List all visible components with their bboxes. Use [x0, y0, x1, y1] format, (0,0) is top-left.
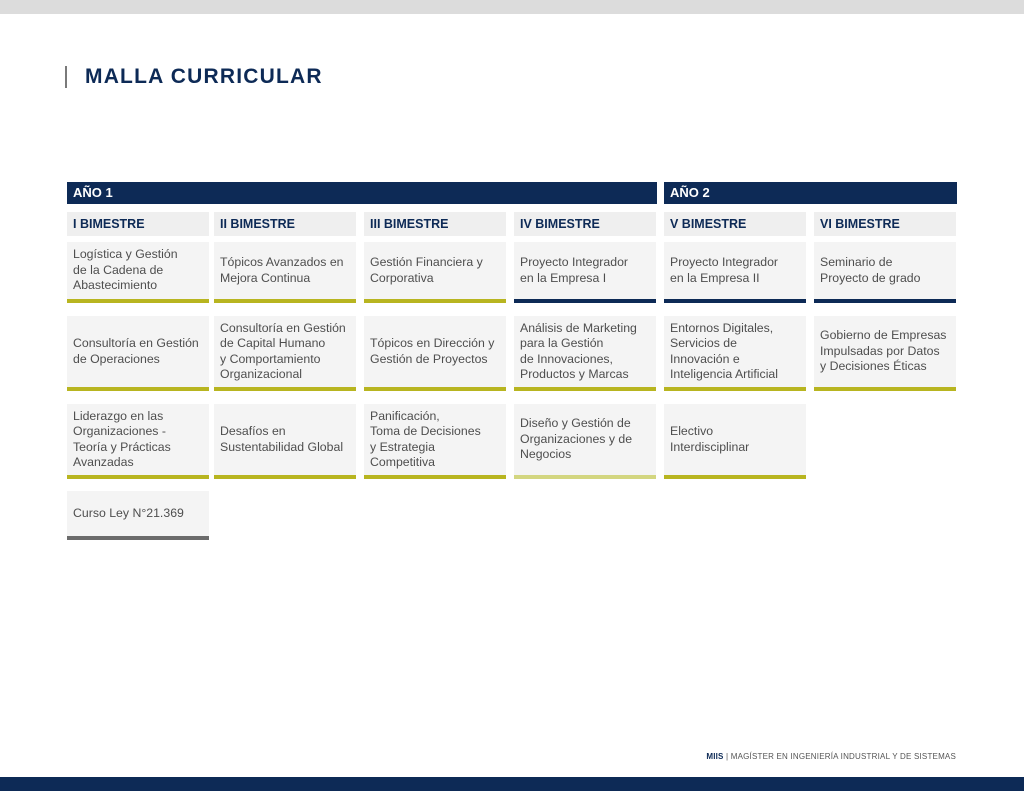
bimestre-6-header: VI BIMESTRE	[814, 212, 956, 236]
footer-brand: MIIS	[706, 752, 724, 761]
course-cell	[364, 242, 506, 303]
course-cell	[514, 242, 656, 303]
bimestre-1-header: I BIMESTRE	[67, 212, 209, 236]
course-cell	[364, 316, 506, 391]
course-cell	[67, 404, 209, 479]
course-cell	[67, 316, 209, 391]
course-cell	[214, 404, 356, 479]
bimestre-2-header: II BIMESTRE	[214, 212, 356, 236]
course-label: Logística y Gestión de la Cadena de Abastecimiento	[73, 247, 178, 293]
course-label: Panificación, Toma de Decisiones y Estrategia Competitiva	[370, 408, 481, 469]
course-label: Consultoría en Gestión de Operaciones	[73, 336, 199, 366]
course-cell	[67, 242, 209, 303]
course-cell	[664, 404, 806, 479]
year-1-header: AÑO 1	[67, 182, 657, 204]
page-title: MALLA CURRICULAR	[85, 65, 323, 88]
footer-text: | MAGÍSTER EN INGENIERÍA INDUSTRIAL Y DE SISTEMAS	[723, 752, 956, 761]
bimestre-4-header: IV BIMESTRE	[514, 212, 656, 236]
course-label: Proyecto Integrador en la Empresa II	[670, 255, 779, 285]
course-cell	[364, 404, 506, 479]
title-accent-bar	[65, 66, 67, 88]
course-label: Desafíos en Sustentabilidad Global	[220, 424, 344, 454]
course-label: Proyecto Integrador en la Empresa I	[520, 255, 629, 285]
course-label: Electivo Interdisciplinar	[670, 424, 750, 454]
course-cell	[814, 316, 956, 391]
footer-caption	[706, 752, 956, 761]
course-cell	[214, 316, 356, 391]
course-cell	[814, 242, 956, 303]
course-cell	[664, 316, 806, 391]
bottom-band	[0, 777, 1024, 791]
course-label: Seminario de Proyecto de grado	[820, 255, 921, 285]
course-cell	[214, 242, 356, 303]
course-label: Tópicos en Dirección y Gestión de Proyectos	[370, 336, 495, 366]
year-2-header: AÑO 2	[664, 182, 957, 204]
course-label: Gestión Financiera y Corporativa	[370, 255, 483, 285]
bimestre-3-header: III BIMESTRE	[364, 212, 506, 236]
course-label: Diseño y Gestión de Organizaciones y de Negocios	[520, 416, 633, 462]
course-label: Tópicos Avanzados en Mejora Continua	[220, 255, 344, 285]
course-label: Curso Ley N°21.369	[73, 505, 184, 520]
course-label: Gobierno de Empresas Impulsadas por Datos y Decisiones Éticas	[820, 328, 947, 374]
top-band	[0, 0, 1024, 14]
course-cell	[67, 491, 209, 540]
course-label: Análisis de Marketing para la Gestión de Innovaciones, Productos y Marcas	[520, 320, 637, 381]
bimestre-5-header: V BIMESTRE	[664, 212, 806, 236]
course-label: Entornos Digitales, Servicios de Innovación e Inteligencia Artificial	[670, 320, 778, 381]
course-cell	[664, 242, 806, 303]
course-cell	[514, 404, 656, 479]
course-cell	[514, 316, 656, 391]
course-label: Consultoría en Gestión de Capital Humano y Comportamiento Organizacional	[220, 320, 346, 381]
course-label: Liderazgo en las Organizaciones - Teoría y Prácticas Avanzadas	[73, 408, 171, 469]
